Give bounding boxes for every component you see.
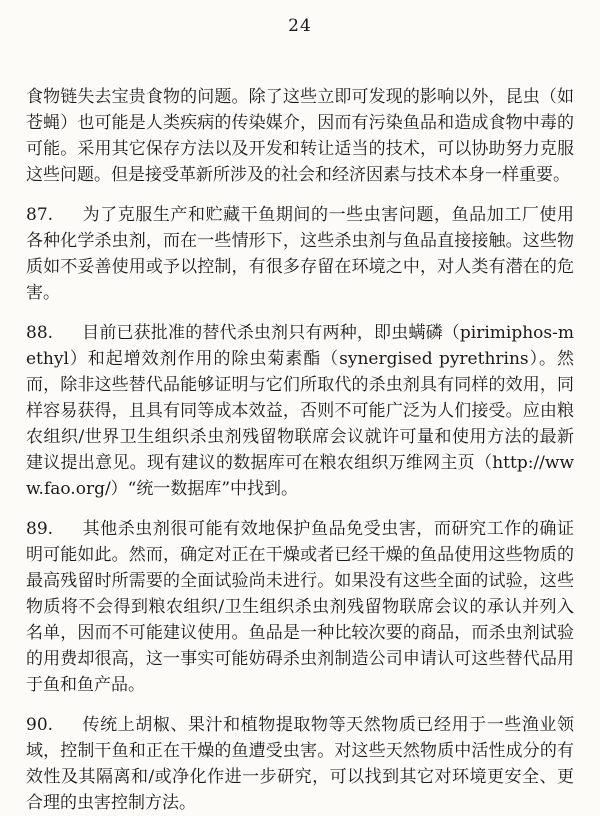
paragraph-text: 食物链失去宝贵食物的问题。除了这些立即可发现的影响以外，昆虫（如苍蝇）也可能是人类疾病的传染媒介，因而有污染鱼品和造成食物中毒的可能。采用其它保存方法以及开发和转让适当的技术，可以协助努力克服这些问题。但是接受革新所涉及的社会和经济因素与技术本身一样重要。 [26,87,574,185]
paragraph-89 [26,516,574,698]
paragraph-number: 89. [26,519,54,539]
page-number: 24 [288,16,312,36]
paragraph-number: 87. [26,205,54,225]
paragraph-text: 目前已获批准的替代杀虫剂只有两种，即虫螨磷（pirimiphos-methyl）和起增效剂作用的除虫菊素酯（synergised pyrethrins）。然而，除非这些替代品能够证明与它们所取代的杀虫剂具有同样的效用，同样容易获得，且具有同等成本效益，否则不可能广泛为人们接受。应由粮农组织/世界卫生组织杀虫剂残留物联席会议就许可量和使用方法的最新建议提出意见。现有建议的数据库可在粮农组织万维网主页（http://www.fao.org/）“统一数据库”中找到。 [26,323,574,499]
paragraph-number: 88. [26,323,54,343]
paragraph-text: 传统上胡椒、果汁和植物提取物等天然物质已经用于一些渔业领域，控制干鱼和正在干燥的鱼遭受虫害。对这些天然物质中活性成分的有效性及其隔离和/或净化作进一步研究，可以找到其它对环境更安全、更合理的虫害控制方法。 [26,715,574,813]
paragraph-87 [26,202,574,306]
paragraph-88 [26,320,574,502]
paragraph-continuation [26,84,574,188]
paragraph-90 [26,712,574,816]
paragraph-text: 为了克服生产和贮藏干鱼期间的一些虫害问题，鱼品加工厂使用各种化学杀虫剂，而在一些情形下，这些杀虫剂与鱼品直接接触。这些物质如不妥善使用或予以控制，有很多存留在环境之中，对人类有潜在的危害。 [26,205,574,303]
paragraph-text: 其他杀虫剂很可能有效地保护鱼品免受虫害，而研究工作的确证明可能如此。然而，确定对正在干燥或者已经干燥的鱼品使用这些物质的最高残留时所需要的全面试验尚未进行。如果没有这些全面的试验，这些物质将不会得到粮农组织/卫生组织杀虫剂残留物联席会议的承认并列入名单，因而不可能建议使用。鱼品是一种比较次要的商品，而杀虫剂试验的用费却很高，这一事实可能妨碍杀虫剂制造公司申请认可这些替代品用于鱼和鱼产品。 [26,519,574,695]
paragraph-number: 90. [26,715,54,735]
